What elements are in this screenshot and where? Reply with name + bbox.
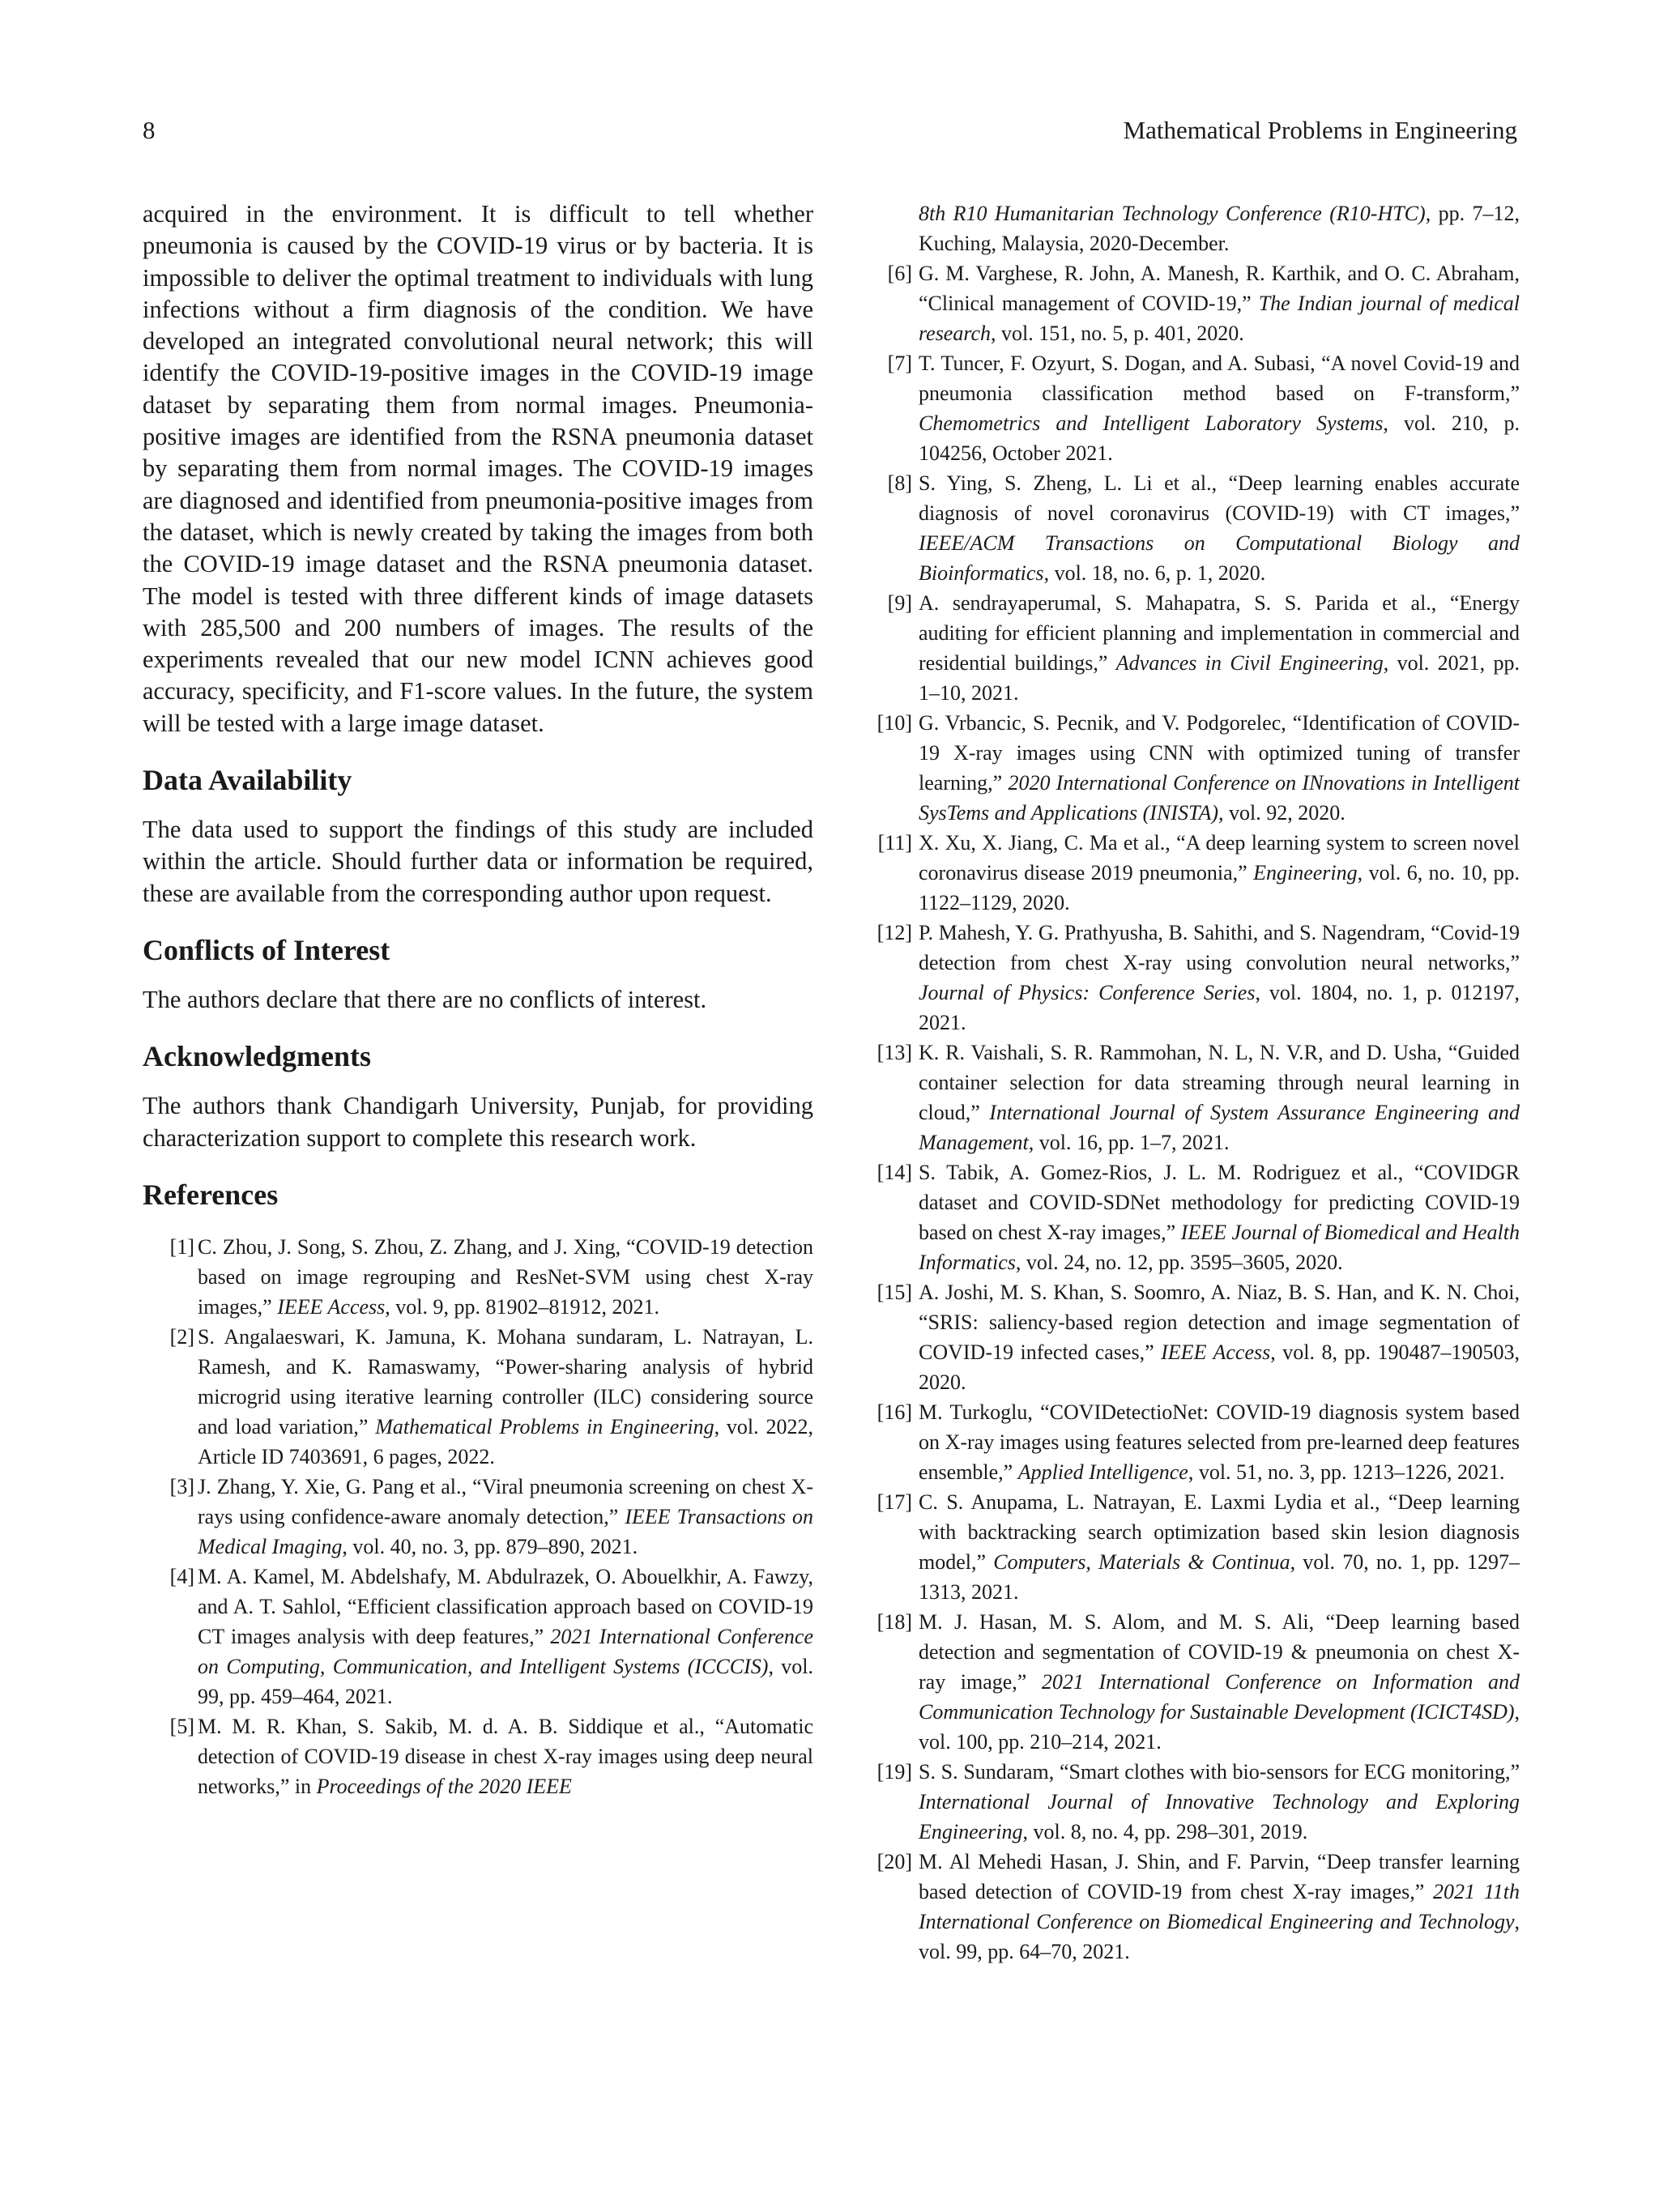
reference-venue: Journal of Physics: Conference Series [919,981,1256,1004]
reference-venue: IEEE Transactions on Medical Imaging [198,1504,813,1558]
reference-venue: International Journal of System Assurance Engineering and Management [919,1101,1520,1154]
reference-item [865,258,1520,348]
data-availability-heading: Data Availability [143,764,352,797]
left-column [143,198,813,1801]
reference-details: , vol. 92, 2020. [1218,801,1346,825]
reference-item [865,1847,1520,1967]
reference-venue: International Journal of Innovative Technology and Exploring Engineering [919,1790,1520,1843]
conflicts-text: The authors declare that there are no conflicts of interest. [143,985,707,1013]
reference-authors-title: S. Tabik, A. Gomez-Rios, J. L. M. Rodriguez et al., “COVIDGR dataset and COVID-SDNet methodology for predicting COVID-19 based on chest X-ray images,” [919,1161,1520,1244]
reference-authors-title: M. J. Hasan, M. S. Alom, and M. S. Ali, “Deep learning based detection and segmentation of COVID-19 & pneumonia on chest X-ray image,” [919,1610,1520,1694]
reference-number: [6] [887,262,912,285]
reference-number: [17] [876,1490,912,1514]
reference-number: [18] [876,1610,912,1634]
reference-item [865,1607,1520,1757]
reference-item [865,1038,1520,1157]
reference-number: [11] [877,831,912,855]
reference-item [865,828,1520,918]
reference-details: , vol. 6, no. 10, pp. 1122–1129, 2020. [919,861,1520,914]
reference-number: [3] [169,1474,194,1498]
reference-authors-title: M. A. Kamel, M. Abdelshafy, M. Abdulrazek, O. Abouelkhir, A. Fawzy, and A. T. Sahlol, “Efficient classification approach based on COVID-19 CT images analysis with deep features,” [198,1564,813,1648]
reference-authors-title: S. S. Sundaram, “Smart clothes with bio-sensors for ECG monitoring,” [919,1760,1520,1784]
reference-details: , vol. 1804, no. 1, p. 012197, 2021. [919,981,1520,1034]
reference-number: [7] [887,352,912,375]
reference-item [865,918,1520,1038]
reference-authors-title: C. S. Anupama, L. Natrayan, E. Laxmi Lydia et al., “Deep learning with backtracking search optimization based skin lesion diagnosis model,” [919,1490,1520,1574]
reference-number: [14] [876,1161,912,1184]
reference-list-right [865,258,1520,1967]
reference-venue: The Indian journal of medical research [919,292,1520,345]
reference-details: , vol. 16, pp. 1–7, 2021. [1028,1131,1230,1154]
right-column [865,198,1520,1967]
reference-venue: 2020 International Conference on INnovations in Intelligent SysTems and Applications (INISTA) [919,771,1520,825]
reference-details: , vol. 100, pp. 210–214, 2021. [919,1700,1520,1754]
reference-authors-title: C. Zhou, J. Song, S. Zhou, Z. Zhang, and J. Xing, “COVID-19 detection based on image regrouping and ResNet-SVM using chest X-ray images,” [198,1234,813,1319]
reference-venue: Applied Intelligence [1017,1460,1188,1484]
reference-item [143,1472,813,1562]
reference-item [143,1232,813,1322]
reference-item [143,1562,813,1711]
reference-details: , vol. 51, no. 3, pp. 1213–1226, 2021. [1188,1460,1505,1484]
reference-number: [8] [887,471,912,495]
reference-item [865,1277,1520,1397]
reference-authors-title: X. Xu, X. Jiang, C. Ma et al., “A deep learning system to screen novel coronavirus disease 2019 pneumonia,” [919,831,1520,884]
reference-venue: IEEE Access [1161,1340,1271,1364]
reference-venue: Proceedings of the 2020 IEEE [316,1774,572,1798]
data-availability-text: The data used to support the findings of this study are included within the article. Should further data or information be required, these are available from the corresponding author upon request. [143,816,813,907]
reference-venue: Advances in Civil Engineering [1115,651,1384,675]
reference-details: , vol. 99, pp. 459–464, 2021. [198,1654,813,1708]
reference-authors-title: M. Al Mehedi Hasan, J. Shin, and F. Parvin, “Deep transfer learning based detection of COVID-19 from chest X-ray images,” [919,1850,1520,1903]
reference-number: [12] [876,921,912,944]
reference-continuation [865,198,1520,258]
reference-number: [1] [169,1234,194,1259]
reference-authors-title: T. Tuncer, F. Ozyurt, S. Dogan, and A. Subasi, “A novel Covid-19 and pneumonia classification method based on F-transform,” [919,352,1520,405]
page-number: 8 [143,116,156,144]
reference-details: , vol. 9, pp. 81902–81912, 2021. [385,1294,659,1319]
reference-details: , vol. 8, pp. 190487–190503, 2020. [919,1340,1520,1394]
reference-details: , vol. 18, no. 6, p. 1, 2020. [1043,561,1266,585]
reference-authors-title: S. Angalaeswari, K. Jamuna, K. Mohana sundaram, L. Natrayan, L. Ramesh, and K. Ramaswamy, “Power-sharing analysis of hybrid microgrid using iterative learning controller (ILC) considering source and load variation,” [198,1324,813,1438]
reference-item [865,468,1520,588]
reference-details: , vol. 210, p. 104256, October 2021. [919,411,1520,465]
reference-venue: 2021 International Conference on Computing, Communication, and Intelligent Systems (ICCCIS) [198,1624,813,1678]
reference-authors-title: A. sendrayaperumal, S. Mahapatra, S. S. Parida et al., “Energy auditing for efficient planning and implementation in commercial and residential buildings,” [919,591,1520,675]
reference-list-left [143,1232,813,1801]
reference-venue: Chemometrics and Intelligent Laboratory Systems [919,411,1384,435]
reference-details: , vol. 99, pp. 64–70, 2021. [919,1910,1520,1963]
reference-number: [19] [876,1760,912,1784]
reference-item [143,1322,813,1472]
acknowledgments-heading: Acknowledgments [143,1040,372,1073]
reference-venue: Mathematical Problems in Engineering [375,1414,714,1438]
reference-venue: 8th R10 Humanitarian Technology Conference (R10-HTC) [919,202,1426,225]
reference-details: , vol. 70, no. 1, pp. 1297–1313, 2021. [919,1550,1520,1604]
reference-number: [4] [169,1564,194,1588]
reference-venue: IEEE/ACM Transactions on Computational Biology and Bioinformatics [919,531,1520,585]
reference-venue: IEEE Journal of Biomedical and Health Informatics [919,1221,1520,1274]
reference-authors-title: J. Zhang, Y. Xie, G. Pang et al., “Viral pneumonia screening on chest X-rays using confidence-aware anomaly detection,” [198,1474,813,1528]
reference-item [865,1157,1520,1277]
reference-item [865,348,1520,468]
reference-details: , vol. 2022, Article ID 7403691, 6 pages, 2022. [198,1414,813,1468]
reference-details: , vol. 8, no. 4, pp. 298–301, 2019. [1022,1820,1308,1843]
intro-paragraph: acquired in the environment. It is difficult to tell whether pneumonia is caused by the COVID-19 virus or by bacteria. It is impossible to deliver the optimal treatment to individuals with lung infections without a firm diagnosis of the condition. We have developed an integrated convolutional neural network; this will identify the COVID-19-positive images in the COVID-19 image dataset by separating them from normal images. Pneumonia-positive images are identified from the RSNA pneumonia dataset by separating them from normal images. The COVID-19 images are diagnosed and identified from pneumonia-positive images from the dataset, which is newly created by taking the images from both the COVID-19 image dataset and the RSNA pneumonia dataset. The model is tested with three different kinds of image datasets with 285,500 and 200 numbers of images. The results of the experiments revealed that our new model ICNN achieves good accuracy, specificity, and F1-score values. In the future, the system will be tested with a large image dataset. [143,200,813,737]
reference-details: , vol. 2021, pp. 1–10, 2021. [919,651,1520,705]
reference-venue: 2021 11th International Conference on Biomedical Engineering and Technology [919,1880,1520,1933]
reference-number: [20] [876,1850,912,1873]
reference-details: , vol. 40, no. 3, pp. 879–890, 2021. [342,1534,638,1558]
reference-venue: 2021 International Conference on Information and Communication Technology for Sustainable Development (ICICT4SD) [919,1670,1520,1724]
reference-venue: Computers, Materials & Continua [993,1550,1290,1574]
reference-authors-title: P. Mahesh, Y. G. Prathyusha, B. Sahithi, and S. Nagendram, “Covid-19 detection from chest X-ray using convolution neural networks,” [919,921,1520,974]
reference-authors-title: A. Joshi, M. S. Khan, S. Soomro, A. Niaz, B. S. Han, and K. N. Choi, “SRIS: saliency-based region detection and image segmentation of COVID-19 infected cases,” [919,1281,1520,1364]
reference-venue: IEEE Access [277,1294,386,1319]
reference-number: [13] [876,1041,912,1064]
reference-item [865,708,1520,828]
reference-number: [9] [887,591,912,615]
reference-authors-title: M. Turkoglu, “COVIDetectioNet: COVID-19 diagnosis system based on X-ray images using features selected from pre-learned deep features ensemble,” [919,1400,1520,1484]
acknowledgments-text: The authors thank Chandigarh University, Punjab, for providing characterization support to complete this research work. [143,1092,813,1152]
reference-number: [16] [876,1400,912,1424]
conflicts-heading: Conflicts of Interest [143,933,390,966]
reference-number: [2] [169,1324,194,1349]
references-heading: References [143,1178,279,1211]
reference-number: [5] [169,1714,194,1738]
reference-item [865,1757,1520,1847]
reference-details: , vol. 24, no. 12, pp. 3595–3605, 2020. [1015,1251,1343,1274]
reference-item [865,1397,1520,1487]
reference-item [865,588,1520,708]
reference-details: , pp. 7–12, Kuching, Malaysia, 2020-December. [919,202,1520,255]
reference-authors-title: G. Vrbancic, S. Pecnik, and V. Podgorelec, “Identification of COVID-19 X-ray images using CNN with optimized tuning of transfer learning,” [919,711,1520,795]
reference-details: , vol. 151, no. 5, p. 401, 2020. [991,322,1244,345]
reference-authors-title: K. R. Vaishali, S. R. Rammohan, N. L, N. V.R, and D. Usha, “Guided container selection for data streaming through neural learning in cloud,” [919,1041,1520,1124]
reference-item [865,1487,1520,1607]
reference-authors-title: G. M. Varghese, R. John, A. Manesh, R. Karthik, and O. C. Abraham, “Clinical management of COVID-19,” [919,262,1520,315]
reference-authors-title: M. M. R. Khan, S. Sakib, M. d. A. B. Siddique et al., “Automatic detection of COVID-19 disease in chest X-ray images using deep neural networks,” in [198,1714,813,1798]
journal-title: Mathematical Problems in Engineering [1123,116,1517,144]
reference-item [143,1711,813,1801]
reference-number: [15] [876,1281,912,1304]
reference-authors-title: S. Ying, S. Zheng, L. Li et al., “Deep learning enables accurate diagnosis of novel coronavirus (COVID-19) with CT images,” [919,471,1520,525]
reference-venue: Engineering [1253,861,1358,884]
reference-number: [10] [876,711,912,735]
